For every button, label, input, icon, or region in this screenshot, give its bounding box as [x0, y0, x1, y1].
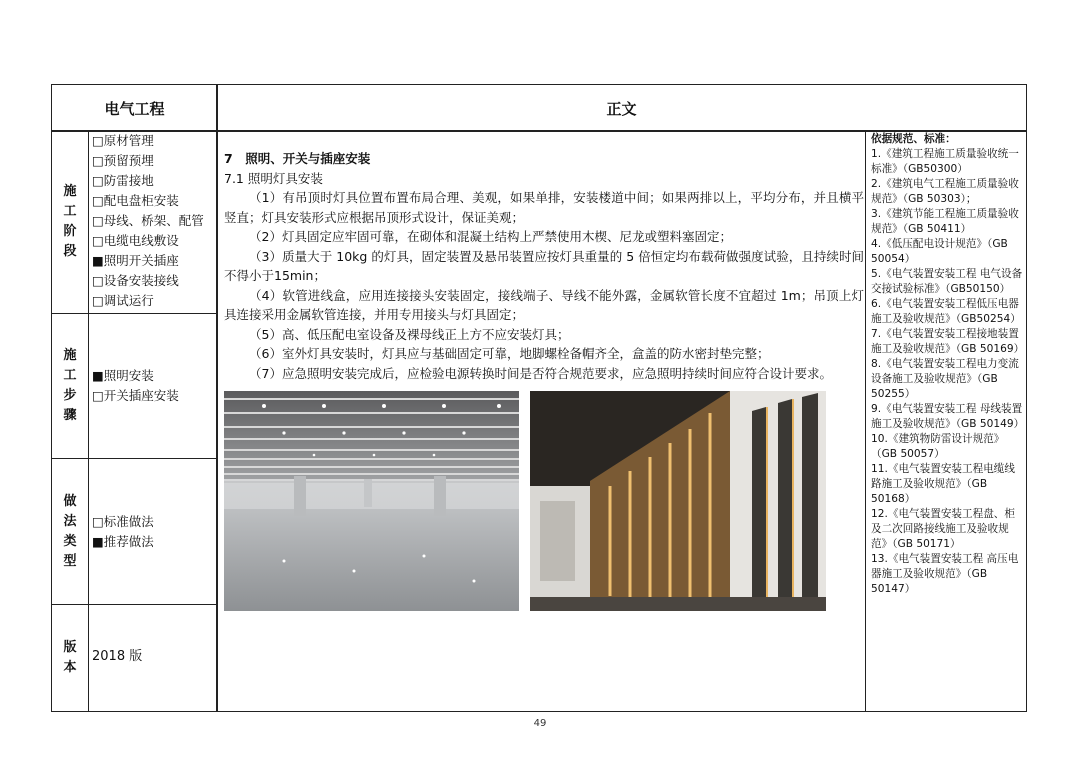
option-item: □防雷接地 [92, 173, 154, 188]
subsection-title: 7.1 照明灯具安装 [224, 170, 323, 186]
page-number: 49 [533, 718, 547, 729]
reference-item: 7.《电气装置安装工程接地装置施工及验收规范》（GB 50169） [871, 328, 1025, 355]
reference-item: 6.《电气装置安装工程低压电器施工及验收规范》（GB50254） [871, 298, 1021, 325]
reference-title: 依据规范、标准： [871, 133, 956, 145]
option-item: □开关插座安装 [92, 388, 179, 403]
option-item: ■推荐做法 [92, 534, 154, 549]
document-table [51, 84, 1027, 712]
option-item: □原材管理 [92, 133, 154, 148]
option-item: □调试运行 [92, 293, 154, 308]
option-item: □设备安装接线 [92, 273, 179, 288]
reference-item: 13.《电气装置安装工程 高压电器施工及验收规范》（GB 50147） [871, 553, 1019, 595]
main-content [224, 149, 864, 383]
steps-label: 施 工 步 骤 [63, 348, 77, 423]
option-item: ■照明开关插座 [92, 253, 179, 268]
paragraph: （3）质量大于 10kg 的灯具，固定装置及悬吊装置应按灯具重量的 5 倍恒定均布载荷做强度试验，且持续时间不得小于15min； [224, 248, 864, 283]
ref-column-divider [865, 131, 866, 711]
paragraph: （5）高、低压配电室设备及裸母线正上方不应安装灯具； [249, 326, 570, 342]
reference-item: 9.《电气装置安装工程 母线装置施工及验收规范》（GB 50149） [871, 403, 1025, 430]
paragraph: （6）室外灯具安装时，灯具应与基础固定可靠，地脚螺栓备帽齐全，盒盖的防水密封垫完整； [249, 346, 770, 361]
reference-item: 10.《建筑物防雷设计规范》（GB 50057） [871, 433, 1005, 460]
paragraph: （2）灯具固定应牢固可靠，在砌体和混凝土结构上严禁使用木楔、尼龙或塑料塞固定； [249, 229, 732, 244]
option-item: □预留预埋 [92, 153, 154, 168]
paragraph: （1）有吊顶时灯具位置布置布局合理、美观，如果单排，安装楼道中间；如果两排以上，平均分布，并且横平竖直；灯具安装形式应根据吊顶形式设计，保证美观； [224, 190, 864, 225]
header-category: 电气工程 [104, 99, 165, 118]
reference-item: 3.《建筑节能工程施工质量验收规范》（GB 50411） [871, 208, 1019, 235]
wall-lighting-photo [530, 391, 826, 611]
ceiling-lighting-photo [224, 391, 519, 611]
header-body-title: 正文 [606, 99, 637, 118]
paragraph: （4）软管进线盒，应用连接接头安装固定，接线端子、导线不能外露，金属软管长度不宜超过 1m；吊顶上灯具连接采用金属软管连接，并用专用接头与灯具固定； [224, 287, 864, 322]
option-item: □标准做法 [92, 514, 154, 529]
label-column-divider [88, 131, 89, 711]
option-item: ■照明安装 [92, 368, 154, 383]
reference-item: 8.《电气装置安装工程电力变流设备施工及验收规范》（GB 50255） [871, 358, 1019, 400]
option-item: □配电盘柜安装 [92, 193, 179, 208]
reference-item: 5.《电气装置安装工程 电气设备交接试验标准》（GB50150） [871, 268, 1023, 295]
reference-list [871, 132, 1023, 597]
section-title: 7 照明、开关与插座安装 [224, 151, 371, 166]
steps-options [92, 366, 217, 406]
reference-item: 4.《低压配电设计规范》（GB 50054） [871, 238, 1008, 265]
version-value: 2018 版 [92, 649, 143, 664]
reference-item: 12.《电气装置安装工程盘、柜及二次回路接线施工及验收规范》（GB 50171） [871, 508, 1015, 550]
stage-label: 施 工 阶 段 [63, 184, 77, 259]
option-item: □母线、桥架、配管 [92, 213, 204, 228]
option-item: □电缆电线敷设 [92, 233, 179, 248]
method-options [92, 512, 217, 552]
reference-item: 2.《建筑电气工程施工质量验收规范》（GB 50303）； [871, 178, 1019, 205]
stage-options [92, 131, 217, 311]
reference-item: 1.《建筑工程施工质量验收统一标准》（GB50300） [871, 148, 1019, 175]
reference-item: 11.《电气装置安装工程电缆线路施工及验收规范》（GB 50168） [871, 463, 1015, 505]
version-label: 版 本 [63, 640, 77, 675]
method-label: 做 法 类 型 [63, 493, 77, 569]
paragraph: （7）应急照明安装完成后，应检验电源转换时间是否符合规范要求，应急照明持续时间应符合设计要求。 [249, 365, 832, 381]
